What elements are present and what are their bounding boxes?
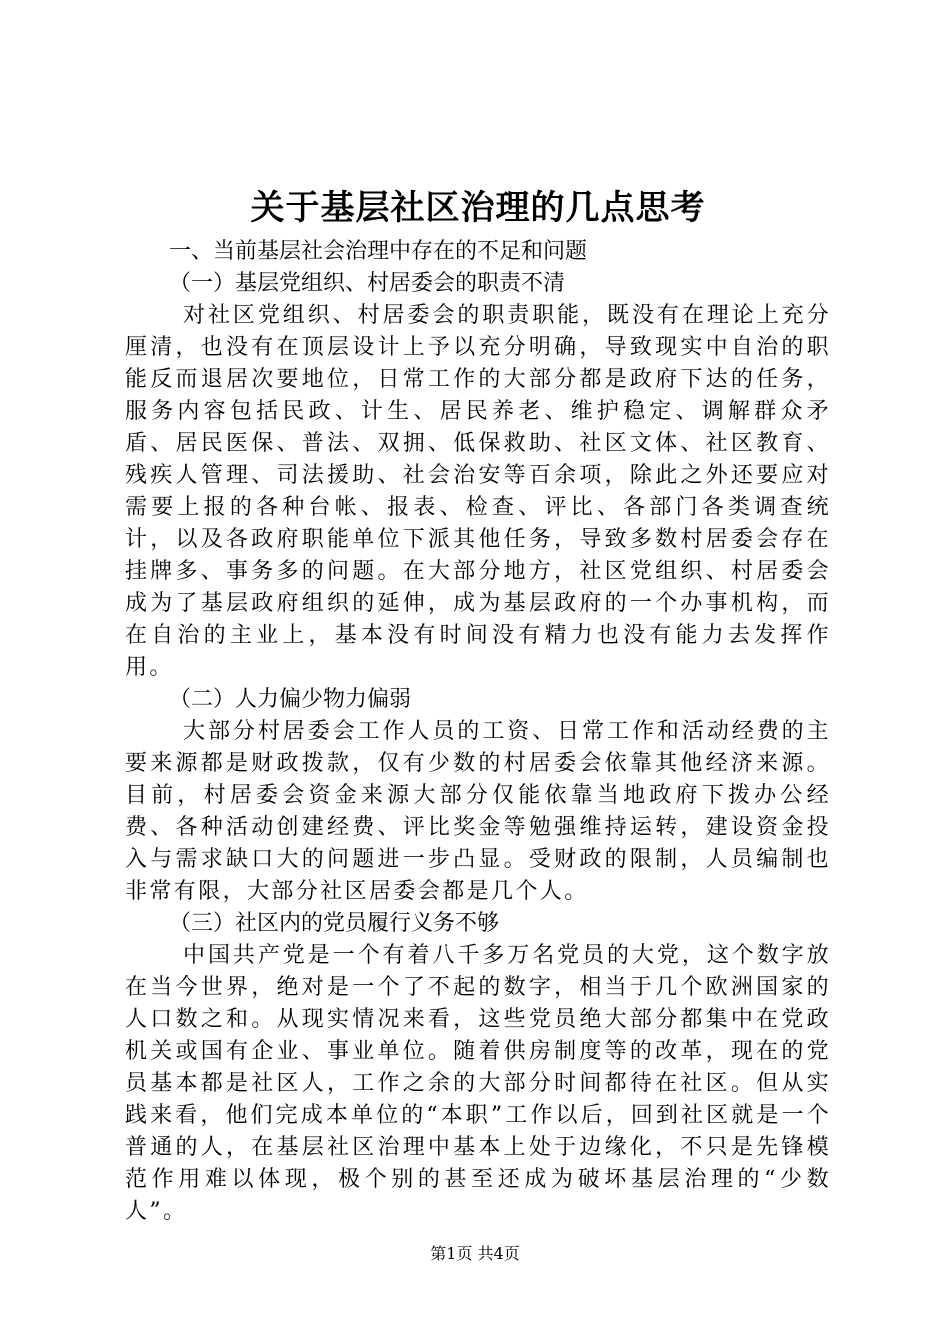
paragraph-3: 中国共产党是一个有着八千多万名党员的大党，这个数字放在当今世界，绝对是一个了不起的数字，相当于几个欧洲国家的人口数之和。从现实情况来看，这些党员绝大部分都集中在党政机关或国有企业、事业单位。随着供房制度等的改革，现在的党员基本都是社区人，工作之余的大部分时间都待在社区。但从实践来看，他们完成本单位的“本职”工作以后，回到社区就是一个普通的人，在基层社区治理中基本上处于边缘化，不只是先锋模范作用难以体现，极个别的甚至还成为破坏基层治理的“少数人”。 (125, 943, 831, 1224)
document-page (125, 180, 831, 1228)
section-heading-1: 一、当前基层社会治理中存在的不足和问题 (169, 239, 588, 264)
subsection-heading-1: （一）基层党组织、村居委会的职责不清 (169, 271, 566, 296)
page-footer: 第1页 共4页 (430, 1244, 520, 1263)
paragraph-2: 大部分村居委会工作人员的工资、日常工作和活动经费的主要来源都是财政拨款，仅有少数的村居委会依靠其他经济来源。目前，村居委会资金来源大部分仅能依靠当地政府下拨办公经费、各种活动创建经费、评比奖金等勉强维持运转，建设资金投入与需求缺口大的问题进一步凸显。受财政的限制，人员编制也非常有限，大部分社区居委会都是几个人。 (125, 719, 831, 904)
paragraph-1: 对社区党组织、村居委会的职责职能，既没有在理论上充分厘清，也没有在顶层设计上予以充分明确，导致现实中自治的职能反而退居次要地位，日常工作的大部分都是政府下达的任务，服务内容包括民政、计生、居民养老、维护稳定、调解群众矛盾、居民医保、普法、双拥、低保救助、社区文体、社区教育、残疾人管理、司法援助、社会治安等百余项，除此之外还要应对需要上报的各种台帐、报表、检查、评比、各部门各类调查统计，以及各政府职能单位下派其他任务，导致多数村居委会存在挂牌多、事务多的问题。在大部分地方，社区党组织、村居委会成为了基层政府组织的延伸，成为基层政府的一个办事机构，而在自治的主业上，基本没有时间没有精力也没有能力去发挥作用。 (125, 303, 831, 680)
document-title: 关于基层社区治理的几点思考 (250, 188, 706, 228)
subsection-heading-2: （二）人力偏少物力偏弱 (169, 687, 412, 712)
subsection-heading-3: （三）社区内的党员履行义务不够 (169, 911, 500, 936)
